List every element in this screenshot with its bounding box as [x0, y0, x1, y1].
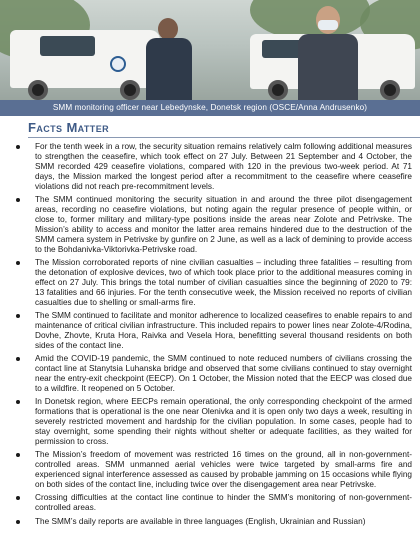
- list-item: [10, 450, 412, 490]
- list-item-text: The SMM’s daily reports are available in three languages (English, Ukrainian and Russian): [35, 516, 366, 526]
- list-item-text: In Donetsk region, where EECPs remain operational, the only corresponding checkpoint of the armed formations that is operational is the one near Olenivka and it is open only two days a week, resulting in severely restricted movement and hardship for the civilian population. In some cases, people had to stay overnight, some spending their nights without shelter or adequate facilities, as they waited for permission to cross.: [35, 397, 412, 446]
- bullet-icon: [16, 314, 20, 318]
- list-item-text: The Mission corroborated reports of nine civilian casualties – including three fatalities – resulting from the detonation of explosive devices, two of which took place prior to the additional measures coming in effect on 27 July. This brings the total number of civilian casualties since the beginning of 2020 to 79: 13 fatalities and 66 injuries. For the tenth consecutive week, the Mission received no reports of civilian casualties due to shelling or small-arms fire.: [35, 257, 412, 307]
- section-title: Facts Matter: [28, 120, 110, 135]
- bullet-icon: [16, 453, 20, 457]
- list-item-text: Amid the COVID-19 pandemic, the SMM continued to note reduced numbers of civilians crossing the contact line at Stanytsia Luhanska bridge and observed that some civilians continued to stay overnight near the entry-exit checkpoint (EECP). On 1 October, the Mission noted that the EECP was closed due to a wildfire. It reopened on 5 October.: [35, 354, 412, 393]
- bullet-icon: [16, 198, 20, 202]
- bullet-icon: [16, 496, 20, 500]
- list-item: [10, 311, 412, 351]
- title-divider: [28, 137, 420, 138]
- list-item-text: For the tenth week in a row, the security situation remains relatively calm following additional measures to strengthen the ceasefire, which took effect on 27 July. Between 21 September and 4 October, the SMM recorded 429 ceasefire violations, compared with 120 in the previous two-week period. At 71 days, the Mission marked the longest period after a recommitment to the ceasefire where ceasefire violations did not reach pre-recommitment levels.: [35, 142, 412, 191]
- list-item: [10, 195, 412, 254]
- list-item-text: Crossing difficulties at the contact line continue to hinder the SMM’s monitoring of non-government-controlled areas.: [35, 493, 412, 513]
- list-item-text: The SMM continued monitoring the security situation in and around the three pilot disengagement areas, recording no ceasefire violations, but noting again the regular presence of people within, or close to, former military and military-type positions inside the areas near Zolote and Petrivske. The Mission’s ability to access and monitor the latter area remains hindered due to the destruction of the SMM camera system in Petrivske by gunfire on 2 June, as well as a lack of demining to provide access to the Bohdanivka-Viktorivka-Petrivske road.: [35, 195, 412, 254]
- facts-list: [10, 142, 412, 530]
- list-item: [10, 397, 412, 447]
- header-photo: [0, 0, 420, 100]
- list-item: [10, 354, 412, 394]
- bullet-icon: [16, 357, 20, 361]
- list-item: [10, 142, 412, 192]
- bullet-icon: [16, 261, 20, 265]
- list-item: [10, 493, 412, 513]
- photo-caption: SMM monitoring officer near Lebedynske, Donetsk region (OSCE/Anna Andrusenko): [0, 100, 420, 116]
- list-item: [10, 258, 412, 308]
- list-item: [10, 517, 412, 527]
- bullet-icon: [16, 520, 20, 524]
- bullet-icon: [16, 400, 20, 404]
- list-item-text: The SMM continued to facilitate and monitor adherence to localized ceasefires to enable repairs to and maintenance of critical civilian infrastructure. This included repairs to power lines near Zolote-4/Rodina, Dovhe, Zhovte, Kruta Hora, Raivka and Vesela Hora, benefitting several thousand residents on both sides of the contact line.: [35, 311, 412, 350]
- bullet-icon: [16, 145, 20, 149]
- list-item-text: The Mission’s freedom of movement was restricted 16 times on the ground, all in non-government-controlled areas. SMM unmanned aerial vehicles were twice targeted by small-arms fire and experienced signal interference assessed as caused by probable jamming on 15 occasions while flying on both sides of the contact line, including twice over the disengagement area near Petrivske.: [35, 450, 412, 489]
